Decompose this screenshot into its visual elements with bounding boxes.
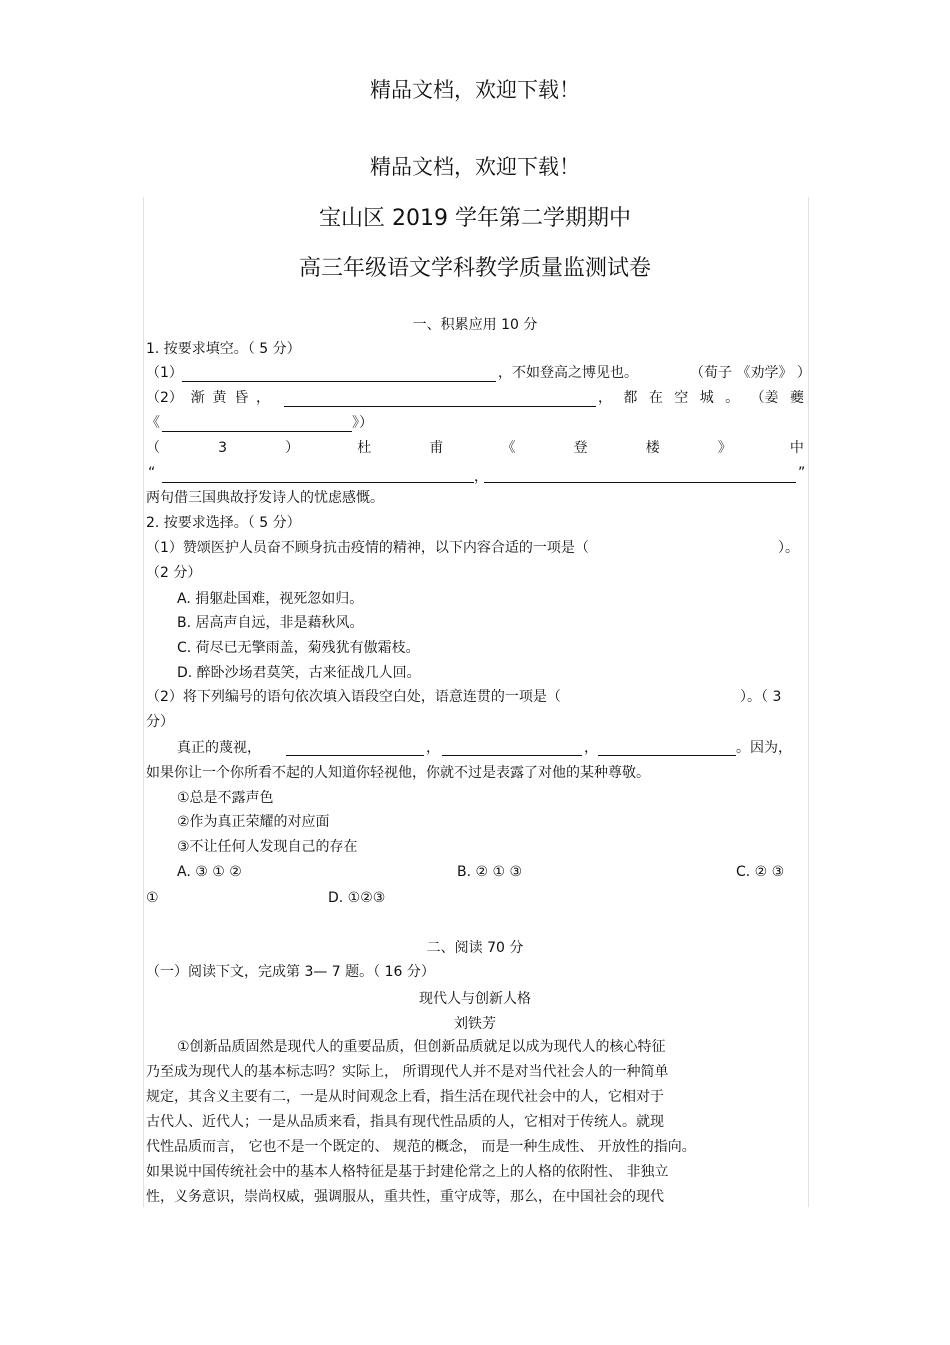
q1-part3-piece: 登 (573, 440, 588, 456)
q2-sub1-option-b[interactable]: B. 居高声自远，非是藉秋风。 (177, 615, 364, 631)
q2-sub2-item-3: ③不让任何人发现自己的存在 (177, 839, 358, 855)
q1-part3-quote-close: ” (798, 465, 806, 481)
q1-part3-piece: 甫 (429, 440, 444, 456)
q1-part1-text: ，不如登高之博见也。 (498, 365, 638, 381)
watermark-banner-second: 精品文档，欢迎下载！ (370, 155, 580, 179)
q2-sub2-line2: 如果你让一个你所看不起的人知道你轻视他，你就不过是表露了对他的某种尊敬。 (146, 765, 650, 781)
q1-part2-poem-title-blank[interactable] (162, 431, 352, 432)
q1-part3-piece: 楼 (645, 440, 660, 456)
q1-part2-tail (598, 389, 804, 407)
watermark-banner-top: 精品文档，欢迎下载！ (370, 78, 580, 102)
q1-part3-piece: 》 (717, 440, 732, 456)
reading-intro: （一）阅读下文，完成第 3— 7 题。（ 16 分） (146, 964, 435, 980)
article-line: 代性品质而言， 它也不是一个既定的、 规范的概念， 而是一种生成性、 开放性的指向。 (146, 1139, 696, 1155)
exam-title-line2: 高三年级语文学科教学质量监测试卷 (298, 256, 651, 281)
article-line: 性，义务意识，崇尚权威，强调服从，重共性，重守成等，那么，在中国社会的现代 (146, 1189, 664, 1205)
q1-part2-tail-piece: 都 (623, 390, 638, 406)
q1-part1-number: （1） (146, 365, 183, 381)
q2-sub2-item-1: ①总是不露声色 (177, 790, 274, 806)
q1-part3-blank-1[interactable] (162, 482, 474, 483)
q2-sub2-blank-1[interactable] (286, 755, 424, 756)
q1-part3-piece: 3 (218, 440, 228, 456)
q2-sub2-blank-3[interactable] (598, 755, 736, 756)
q2-sub2-option-c[interactable]: C. ② ③ (736, 864, 785, 880)
q1-part2-bracket-open: 《 (146, 415, 160, 431)
q2-sub1-stem: （1）赞颂医护人员奋不顾身抗击疫情的精神，以下内容合适的一项是（ (146, 540, 589, 556)
q1-part2-tail-piece: 空 (674, 390, 689, 406)
q2-sub2-close: ）。（ 3 (740, 689, 782, 705)
q1-part1-blank[interactable] (182, 381, 496, 382)
q1-part3-quote-open: “ (148, 465, 156, 481)
q2-sub2-option-d[interactable]: D. ①②③ (328, 890, 386, 906)
section-heading-reading: 二、阅读 70 分 (426, 940, 524, 956)
article-line: 如果说中国传统社会中的基本人格特征是基于封建伦常之上的人格的依附性、 非独立 (146, 1164, 669, 1180)
q1-part2-tail-piece: 。 (725, 390, 740, 406)
q1-part3-line (146, 439, 804, 457)
article-title: 现代人与创新人格 (419, 991, 531, 1007)
article-line: 规定，其含义主要有二，一是从时间观念上看，指生活在现代社会中的人，它相对于 (146, 1089, 664, 1105)
q1-part3-tail: 两句借三国典故抒发诗人的忧虑感慨。 (146, 490, 384, 506)
q1-part2-tail-piece: （姜 (750, 390, 779, 406)
article-line: 古代人、近代人；一是从品质来看，指具有现代性品质的人，它相对于传统人。就现 (146, 1114, 664, 1130)
q2-sub2-after: 。因为， (736, 740, 792, 756)
q1-part2-lead-piece: 渐 (190, 390, 205, 406)
q1-part2-lead (146, 389, 270, 407)
q2-sub1-option-a[interactable]: A. 捐躯赴国难，视死忽如归。 (177, 591, 364, 607)
q2-sub2-score-tail: 分） (146, 714, 174, 730)
q1-part2-tail-piece: 夔 (789, 390, 804, 406)
q1-part3-piece: （ (146, 440, 160, 456)
q1-heading: 1. 按要求填空。（ 5 分） (146, 341, 301, 357)
q1-part3-piece: ） (285, 440, 300, 456)
q2-sub2-option-a[interactable]: A. ③ ① ② (177, 864, 242, 880)
q1-part3-piece: 中 (789, 440, 804, 456)
q2-sub2-sep2: ， (584, 740, 598, 756)
q2-sub2-blank-2[interactable] (442, 755, 582, 756)
q1-part3-piece: 杜 (357, 440, 372, 456)
q2-sub2-lead: 真正的蔑视， (177, 740, 261, 756)
q1-part2-tail-piece: ， (598, 390, 612, 406)
q2-sub2-stem: （2）将下列编号的语句依次填入语段空白处，语意连贯的一项是（ (146, 689, 561, 705)
article-line: 乃至成为现代人的基本标志吗？实际上， 所谓现代人并不是对当代社会人的一种简单 (146, 1064, 669, 1080)
q1-part2-lead-piece: ， (255, 390, 270, 406)
q1-part3-blank-2[interactable] (484, 482, 796, 483)
section-heading-accumulation: 一、积累应用 10 分 (412, 317, 538, 333)
q2-sub1-score: （2 分） (146, 565, 202, 581)
q2-sub2-option-b[interactable]: B. ② ① ③ (457, 864, 523, 880)
q2-sub1-close: ）。 (778, 540, 799, 556)
q1-part2-lead-piece: 黄 (212, 390, 227, 406)
q2-sub2-item-2: ②作为真正荣耀的对应面 (177, 814, 330, 830)
q1-part2-lead-piece: （2） (146, 390, 183, 406)
q1-part2-tail-piece: 在 (648, 390, 663, 406)
q1-part2-tail-piece: 城 (699, 390, 714, 406)
q1-part3-comma: ， (474, 469, 488, 485)
q1-part3-piece: 《 (501, 440, 516, 456)
q1-part2-bracket-close: 》） (352, 415, 373, 431)
q1-part2-blank[interactable] (284, 406, 596, 407)
q2-sub2-option-c-continued: ① (146, 890, 159, 906)
exam-title-line1: 宝山区 2019 学年第二学期期中 (319, 206, 631, 231)
article-author: 刘铁芳 (454, 1016, 496, 1032)
q1-part1-source: （荀子 《劝学》 ） (690, 365, 811, 381)
q2-sub1-option-d[interactable]: D. 醉卧沙场君莫笑，古来征战几人回。 (177, 665, 421, 681)
article-line: ①创新品质固然是现代人的重要品质，但创新品质就足以成为现代人的核心特征 (177, 1039, 666, 1055)
q2-sub1-option-c[interactable]: C. 荷尽已无擎雨盖，菊残犹有傲霜枝。 (177, 640, 420, 656)
q2-sub2-sep1: ， (426, 740, 440, 756)
q2-heading: 2. 按要求选择。（ 5 分） (146, 515, 301, 531)
q1-part2-lead-piece: 昏 (234, 390, 249, 406)
